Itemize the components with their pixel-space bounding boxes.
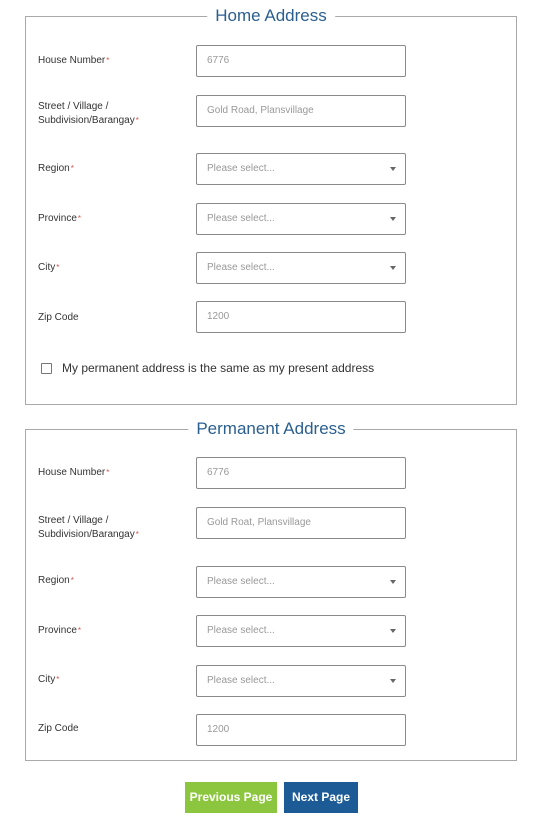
perm-region-select[interactable]: Please select... — [196, 566, 406, 598]
home-address-legend: Home Address — [207, 6, 335, 26]
street-label: Street / Village / Subdivision/Barangay* — [38, 101, 139, 126]
house-number-input[interactable]: 6776 — [196, 45, 406, 77]
permanent-address-fieldset — [25, 419, 517, 761]
region-select[interactable]: Please select... — [196, 153, 406, 185]
perm-province-select[interactable]: Please select... — [196, 615, 406, 647]
zip-code-label: Zip Code — [38, 312, 79, 323]
perm-province-label: Province* — [38, 625, 82, 636]
chevron-down-icon — [390, 580, 396, 584]
perm-house-number-label: House Number* — [38, 467, 110, 478]
region-label: Region* — [38, 163, 74, 174]
same-address-checkbox[interactable] — [41, 363, 52, 374]
street-input[interactable]: Gold Road, Plansvillage — [196, 95, 406, 127]
city-label: City* — [38, 262, 60, 273]
perm-zip-code-input[interactable]: 1200 — [196, 714, 406, 746]
chevron-down-icon — [390, 217, 396, 221]
previous-page-button[interactable]: Previous Page — [185, 782, 277, 813]
perm-zip-code-label: Zip Code — [38, 723, 79, 734]
perm-region-label: Region* — [38, 575, 74, 586]
perm-street-input[interactable]: Gold Roat, Plansvillage — [196, 507, 406, 539]
province-label: Province* — [38, 213, 82, 224]
chevron-down-icon — [390, 167, 396, 171]
chevron-down-icon — [390, 266, 396, 270]
zip-code-input[interactable]: 1200 — [196, 301, 406, 333]
same-address-option — [41, 361, 374, 375]
chevron-down-icon — [390, 679, 396, 683]
home-address-fieldset — [25, 6, 517, 405]
next-page-button[interactable]: Next Page — [284, 782, 358, 813]
city-select[interactable]: Please select... — [196, 252, 406, 284]
perm-city-select[interactable]: Please select... — [196, 665, 406, 697]
permanent-address-legend: Permanent Address — [188, 419, 353, 439]
province-select[interactable]: Please select... — [196, 203, 406, 235]
perm-house-number-input[interactable]: 6776 — [196, 457, 406, 489]
house-number-label: House Number* — [38, 55, 110, 66]
perm-city-label: City* — [38, 674, 60, 685]
perm-street-label: Street / Village / Subdivision/Barangay* — [38, 515, 139, 540]
same-address-label: My permanent address is the same as my present address — [62, 361, 375, 375]
chevron-down-icon — [390, 629, 396, 633]
